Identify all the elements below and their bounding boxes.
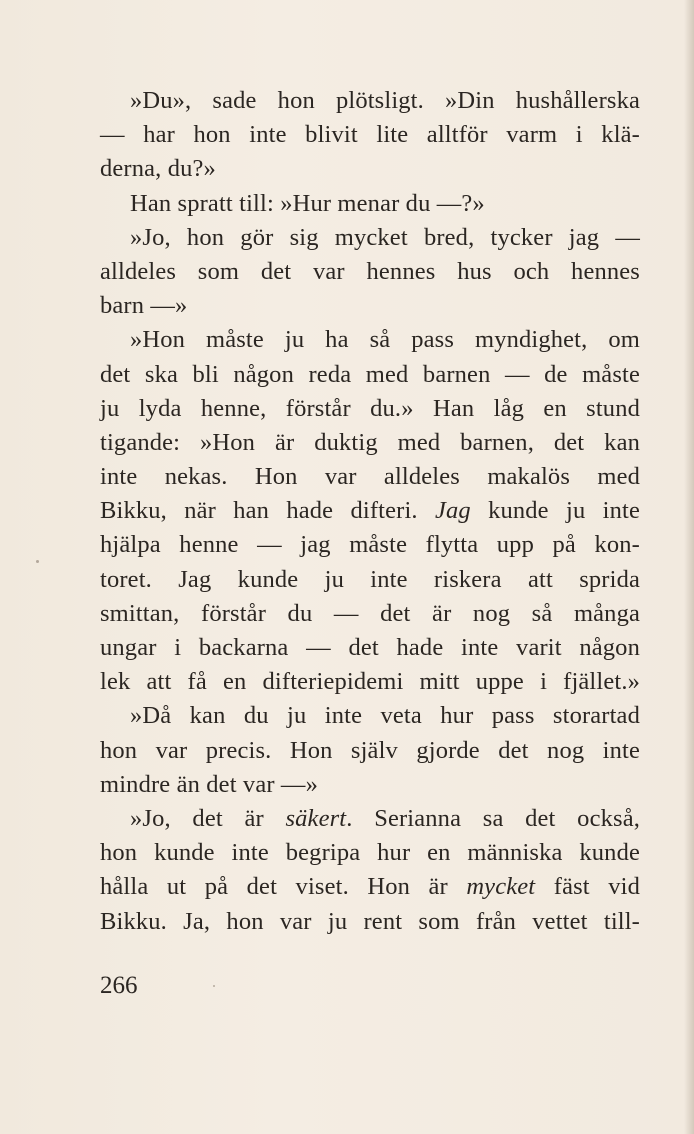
text-line: alldeles som det var hennes hus och hennes — [100, 257, 640, 285]
page-number: 266 — [100, 972, 138, 999]
text-segment: fäst vid — [535, 873, 640, 901]
text-line: »Då kan du ju inte veta hur pass storartad — [130, 702, 640, 730]
text-line — [100, 870, 640, 904]
italic-word: mycket — [466, 873, 536, 901]
text-line: inte nekas. Hon var alldeles makalös med — [100, 463, 640, 491]
text-line: hon kunde inte begripa hur en människa kunde — [100, 839, 640, 867]
text-line: hjälpa henne — jag måste flytta upp på kon- — [100, 531, 640, 559]
text-line: tigande: »Hon är duktig med barnen, det kan — [100, 428, 640, 456]
text-segment: . Serianna sa det också, — [346, 804, 640, 832]
text-segment: kunde ju inte — [470, 497, 640, 525]
text-line: Bikku. Ja, hon var ju rent som från vettet till- — [100, 907, 640, 935]
paper-speck — [36, 560, 39, 563]
text-line: ju lyda henne, förstår du.» Han låg en stund — [100, 394, 640, 422]
text-line: barn —» — [100, 292, 188, 320]
text-line: det ska bli någon reda med barnen — de måste — [100, 360, 640, 388]
text-line: — har hon inte blivit lite alltför varm i klä- — [100, 121, 640, 149]
text-line: hon var precis. Hon själv gjorde det nog inte — [100, 736, 640, 764]
text-line: toret. Jag kunde ju inte riskera att sprida — [100, 565, 640, 593]
text-line: smittan, förstår du — det är nog så många — [100, 599, 640, 627]
text-segment: hålla ut på det viset. Hon är — [100, 873, 467, 901]
text-segment: »Jo, det är — [130, 804, 286, 832]
text-line — [100, 802, 640, 836]
text-line: lek att få en difteriepidemi mitt uppe i fjället.» — [100, 668, 640, 696]
text-line: »Jo, hon gör sig mycket bred, tycker jag — — [130, 223, 640, 251]
text-line: ungar i backarna — det hade inte varit någon — [100, 634, 640, 661]
text-line: mindre än det var —» — [100, 770, 318, 798]
text-line: »Hon måste ju ha så pass myndighet, om — [130, 326, 640, 354]
text-line: »Du», sade hon plötsligt. »Din hushållerska — [130, 87, 640, 114]
italic-word: säkert — [285, 804, 347, 832]
text-line: Han spratt till: »Hur menar du —?» — [130, 189, 485, 217]
text-line: derna, du?» — [100, 155, 216, 183]
page-edge-shadow — [684, 0, 694, 1134]
italic-word: Jag — [434, 497, 471, 525]
text-line — [100, 494, 640, 528]
text-segment: Bikku, när han hade difteri. — [100, 497, 435, 525]
body-text — [100, 84, 640, 939]
paper-speck — [213, 985, 215, 987]
